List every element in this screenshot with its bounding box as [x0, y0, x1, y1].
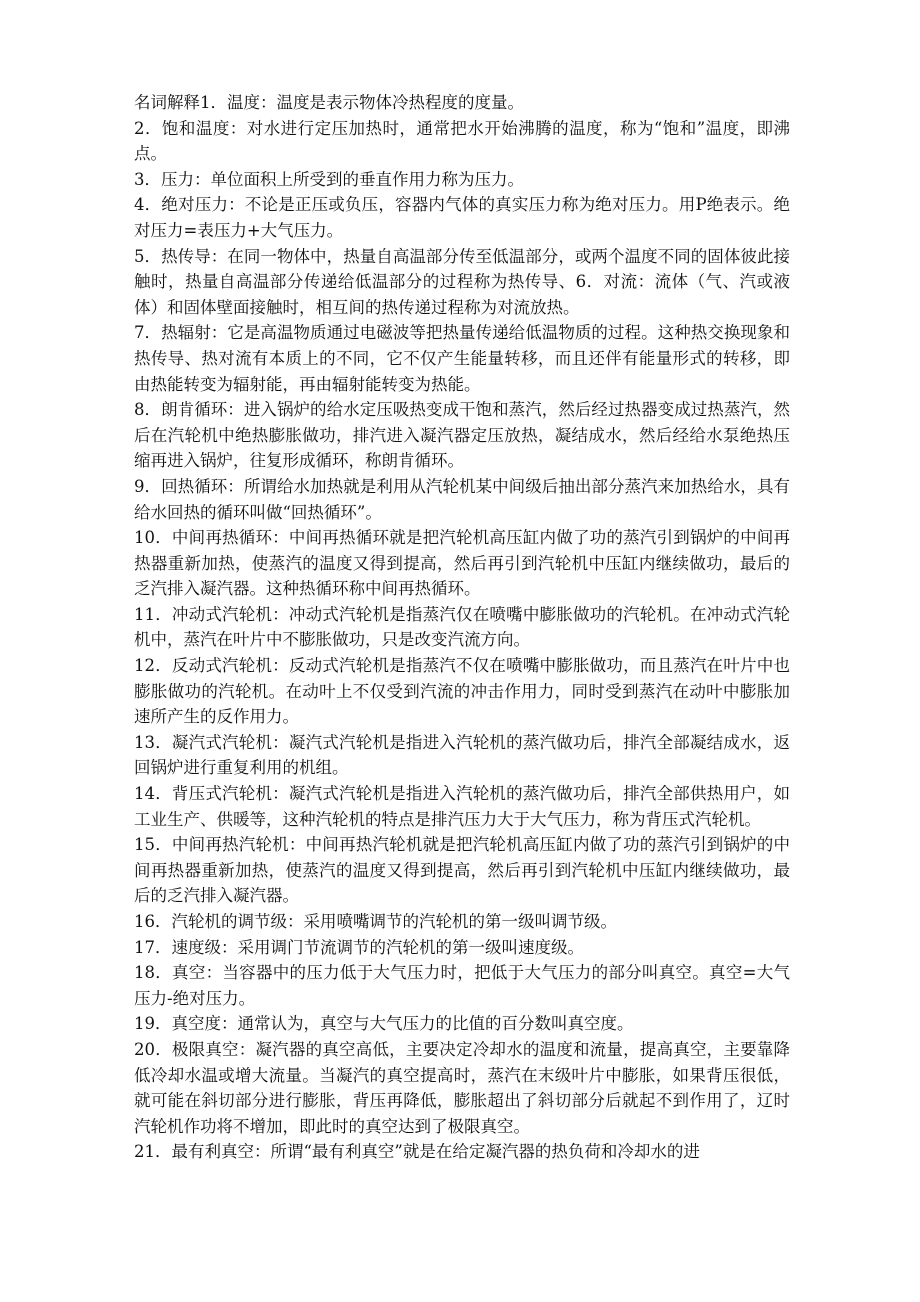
paragraph-5: 5．热传导：在同一物体中，热量自高温部分传至低温部分，或两个温度不同的固体彼此接触时，热量自高温部分传递给低温部分的过程称为热传导、6．对流：流体（气、汽或液体）和固体壁面接触时，相互间的热传递过程称为对流放热。 [134, 246, 790, 317]
paragraph-8: 9．回热循环：所谓给水加热就是利用从汽轮机某中间级后抽出部分蒸汽来加热给水，具有给水回热的循环叫做“回热循环”。 [134, 476, 790, 522]
paragraph-3: 3．压力：单位面积上所受到的垂直作用力称为压力。 [134, 169, 524, 189]
paragraph-20: 21．最有利真空：所谓“最有利真空”就是在给定凝汽器的热负荷和冷却水的进 [134, 1142, 700, 1162]
paragraph-14: 15．中间再热汽轮机：中间再热汽轮机就是把汽轮机高压缸内做了功的蒸汽引到锅炉的中间再热器重新加热，使蒸汽的温度又得到提高，然后再引到汽轮机中压缸内继续做功，最后的乏汽排入凝汽器。 [134, 835, 790, 906]
paragraph-4: 4．绝对压力：不论是正压或负压，容器内气体的真实压力称为绝对压力。用P绝表示。绝对压力=表压力+大气压力。 [134, 195, 790, 240]
paragraph-16: 17．速度级：采用调门节流调节的汽轮机的第一级叫速度级。 [134, 937, 584, 957]
paragraph-9: 10．中间再热循环：中间再热循环就是把汽轮机高压缸内做了功的蒸汽引到锅炉的中间再热器重新加热，使蒸汽的温度又得到提高，然后再引到汽轮机中压缸内继续做功，最后的乏汽排入凝汽器。这种热循环称中间再热循环。 [134, 528, 790, 599]
paragraph-18: 19．真空度：通常认为，真空与大气压力的比值的百分数叫真空度。 [134, 1014, 634, 1034]
paragraph-7: 8．朗肯循环：进入锅炉的给水定压吸热变成干饱和蒸汽，然后经过热器变成过热蒸汽，然后在汽轮机中绝热膨胀做功，排汽进入凝汽器定压放热，凝结成水，然后经给水泵绝热压缩再进入锅炉，往复形成循环，称朗肯循环。 [134, 400, 790, 471]
paragraph-6: 7．热辐射：它是高温物质通过电磁波等把热量传递给低温物质的过程。这种热交换现象和热传导、热对流有本质上的不同，它不仅产生能量转移，而且还伴有能量形式的转移，即由热能转变为辐射能，再由辐射能转变为热能。 [134, 323, 790, 394]
paragraph-11: 12．反动式汽轮机：反动式汽轮机是指蒸汽不仅在喷嘴中膨胀做功，而且蒸汽在叶片中也膨胀做功的汽轮机。在动叶上不仅受到汽流的冲击作用力，同时受到蒸汽在动叶中膨胀加速所产生的反作用力。 [134, 656, 790, 727]
paragraph-19: 20．极限真空：凝汽器的真空高低，主要决定冷却水的温度和流量，提高真空，主要靠降低冷却水温或增大流量。当凝汽的真空提高时，蒸汽在末级叶片中膨胀，如果背压很低，就可能在斜切部分进行膨胀，背压再降低，膨胀超出了斜切部分后就起不到作用了，辽时汽轮机作功将不增加，即此时的真空达到了极限真空。 [134, 1039, 790, 1136]
paragraph-12: 13．凝汽式汽轮机：凝汽式汽轮机是指进入汽轮机的蒸汽做功后，排汽全部凝结成水，返回锅炉进行重复利用的机组。 [134, 732, 790, 778]
paragraph-1: 名词解释1．温度：温度是表示物体冷热程度的度量。 [134, 93, 524, 112]
paragraph-15: 16．汽轮机的调节级：采用喷嘴调节的汽轮机的第一级叫调节级。 [134, 912, 617, 931]
paragraph-2: 2．饱和温度：对水进行定压加热时，通常把水开始沸腾的温度，称为“饱和”温度，即沸点。 [134, 118, 790, 164]
paragraph-17: 18．真空：当容器中的压力低于大气压力时，把低于大气压力的部分叫真空。真空=大气压力-绝对压力。 [134, 963, 790, 1008]
paragraph-13: 14．背压式汽轮机：凝汽式汽轮机是指进入汽轮机的蒸汽做功后，排汽全部供热用户，如工业生产、供暖等，这种汽轮机的特点是排汽压力大于大气压力，称为背压式汽轮机。 [134, 784, 790, 829]
paragraph-10: 11．冲动式汽轮机：冲动式汽轮机是指蒸汽仅在喷嘴中膨胀做功的汽轮机。在冲动式汽轮机中，蒸汽在叶片中不膨胀做功，只是改变汽流方向。 [134, 604, 790, 650]
document-page [134, 90, 790, 1165]
